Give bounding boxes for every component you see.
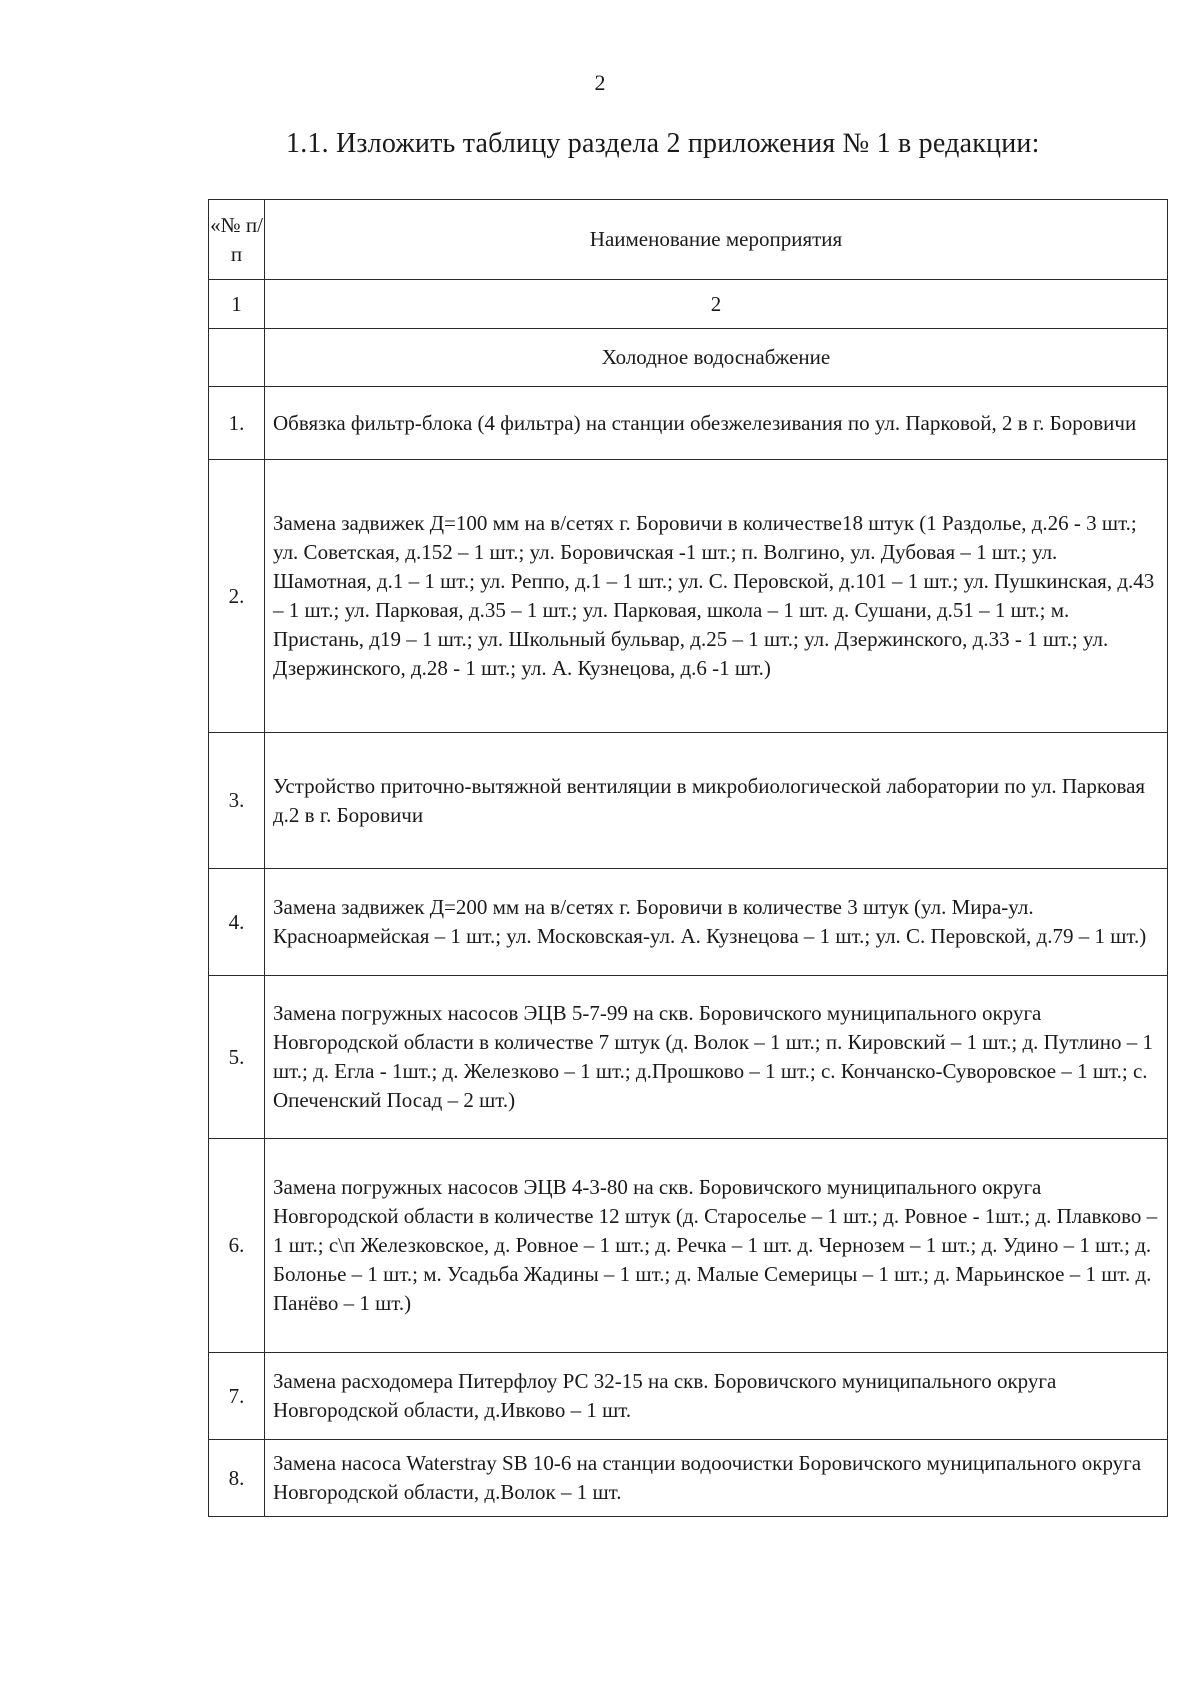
row-description: Замена погружных насосов ЭЦВ 4-3-80 на скв. Боровичского муниципального округа Новгородской области в количестве 12 штук (д. Староселье – 1 шт.; д. Ровное - 1шт.; д. Плавково – 1 шт.; с\п Железковское, д. Ровное – 1 шт.; д. Речка – 1 шт. д. Чернозем – 1 шт.; д. Удино – 1 шт.; д. Болонье – 1 шт.; м. Усадьба Жадины – 1 шт.; д. Малые Семерицы – 1 шт.; д. Марьинское – 1 шт. д. Панёво – 1 шт.) <box>265 1139 1168 1353</box>
document-heading: 1.1. Изложить таблицу раздела 2 приложения № 1 в редакции: <box>286 128 1040 159</box>
table-row <box>209 976 1168 1139</box>
row-number: 3. <box>209 733 265 869</box>
row-number: 2. <box>209 460 265 733</box>
row-number: 8. <box>209 1440 265 1517</box>
row-number: 6. <box>209 1139 265 1353</box>
table-row <box>209 1440 1168 1517</box>
section-empty-cell <box>209 329 265 387</box>
section-row <box>209 329 1168 387</box>
table-row <box>209 460 1168 733</box>
table-row <box>209 1353 1168 1440</box>
table-row <box>209 1139 1168 1353</box>
row-description: Устройство приточно-вытяжной вентиляции в микробиологической лаборатории по ул. Парковая д.2 в г. Боровичи <box>265 733 1168 869</box>
header-number-cell: «№ п/п <box>209 200 265 280</box>
table-header-row <box>209 200 1168 280</box>
row-description: Замена погружных насосов ЭЦВ 5-7-99 на скв. Боровичского муниципального округа Новгородской области в количестве 7 штук (д. Волок – 1 шт.; п. Кировский – 1 шт.; д. Путлино – 1 шт.; д. Егла - 1шт.; д. Железково – 1 шт.; д.Прошково – 1 шт.; с. Кончанско-Суворовское – 1 шт.; с. Опеченский Посад – 2 шт.) <box>265 976 1168 1139</box>
section-title: Холодное водоснабжение <box>265 329 1168 387</box>
table-row <box>209 733 1168 869</box>
table-row <box>209 869 1168 976</box>
row-description: Замена насоса Waterstray SB 10-6 на станции водоочистки Боровичского муниципального округа Новгородской области, д.Волок – 1 шт. <box>265 1440 1168 1517</box>
column-index-1: 1 <box>209 280 265 329</box>
row-number: 7. <box>209 1353 265 1440</box>
measures-table <box>208 199 1168 1517</box>
table-row <box>209 387 1168 460</box>
row-number: 4. <box>209 869 265 976</box>
row-number: 1. <box>209 387 265 460</box>
row-description: Замена задвижек Д=100 мм на в/сетях г. Боровичи в количестве18 штук (1 Раздолье, д.26 - 3 шт.; ул. Советская, д.152 – 1 шт.; ул. Боровичская -1 шт.; п. Волгино, ул. Дубовая – 1 шт.; ул. Шамотная, д.1 – 1 шт.; ул. Реппо, д.1 – 1 шт.; ул. С. Перовской, д.101 – 1 шт.; ул. Пушкинская, д.43 – 1 шт.; ул. Парковая, д.35 – 1 шт.; ул. Парковая, школа – 1 шт. д. Сушани, д.51 – 1 шт.; м. Пристань, д19 – 1 шт.; ул. Школьный бульвар, д.25 – 1 шт.; ул. Дзержинского, д.33 - 1 шт.; ул. Дзержинского, д.28 - 1 шт.; ул. А. Кузнецова, д.6 -1 шт.) <box>265 460 1168 733</box>
column-index-2: 2 <box>265 280 1168 329</box>
row-description: Замена задвижек Д=200 мм на в/сетях г. Боровичи в количестве 3 штук (ул. Мира-ул. Красноармейская – 1 шт.; ул. Московская-ул. А. Кузнецова – 1 шт.; ул. С. Перовской, д.79 – 1 шт.) <box>265 869 1168 976</box>
header-name-cell: Наименование мероприятия <box>265 200 1168 280</box>
row-description: Замена расходомера Питерфлоу РС 32-15 на скв. Боровичского муниципального округа Новгородской области, д.Ивково – 1 шт. <box>265 1353 1168 1440</box>
page-number: 2 <box>594 70 606 95</box>
row-description: Обвязка фильтр-блока (4 фильтра) на станции обезжелезивания по ул. Парковой, 2 в г. Боровичи <box>265 387 1168 460</box>
column-index-row <box>209 280 1168 329</box>
row-number: 5. <box>209 976 265 1139</box>
